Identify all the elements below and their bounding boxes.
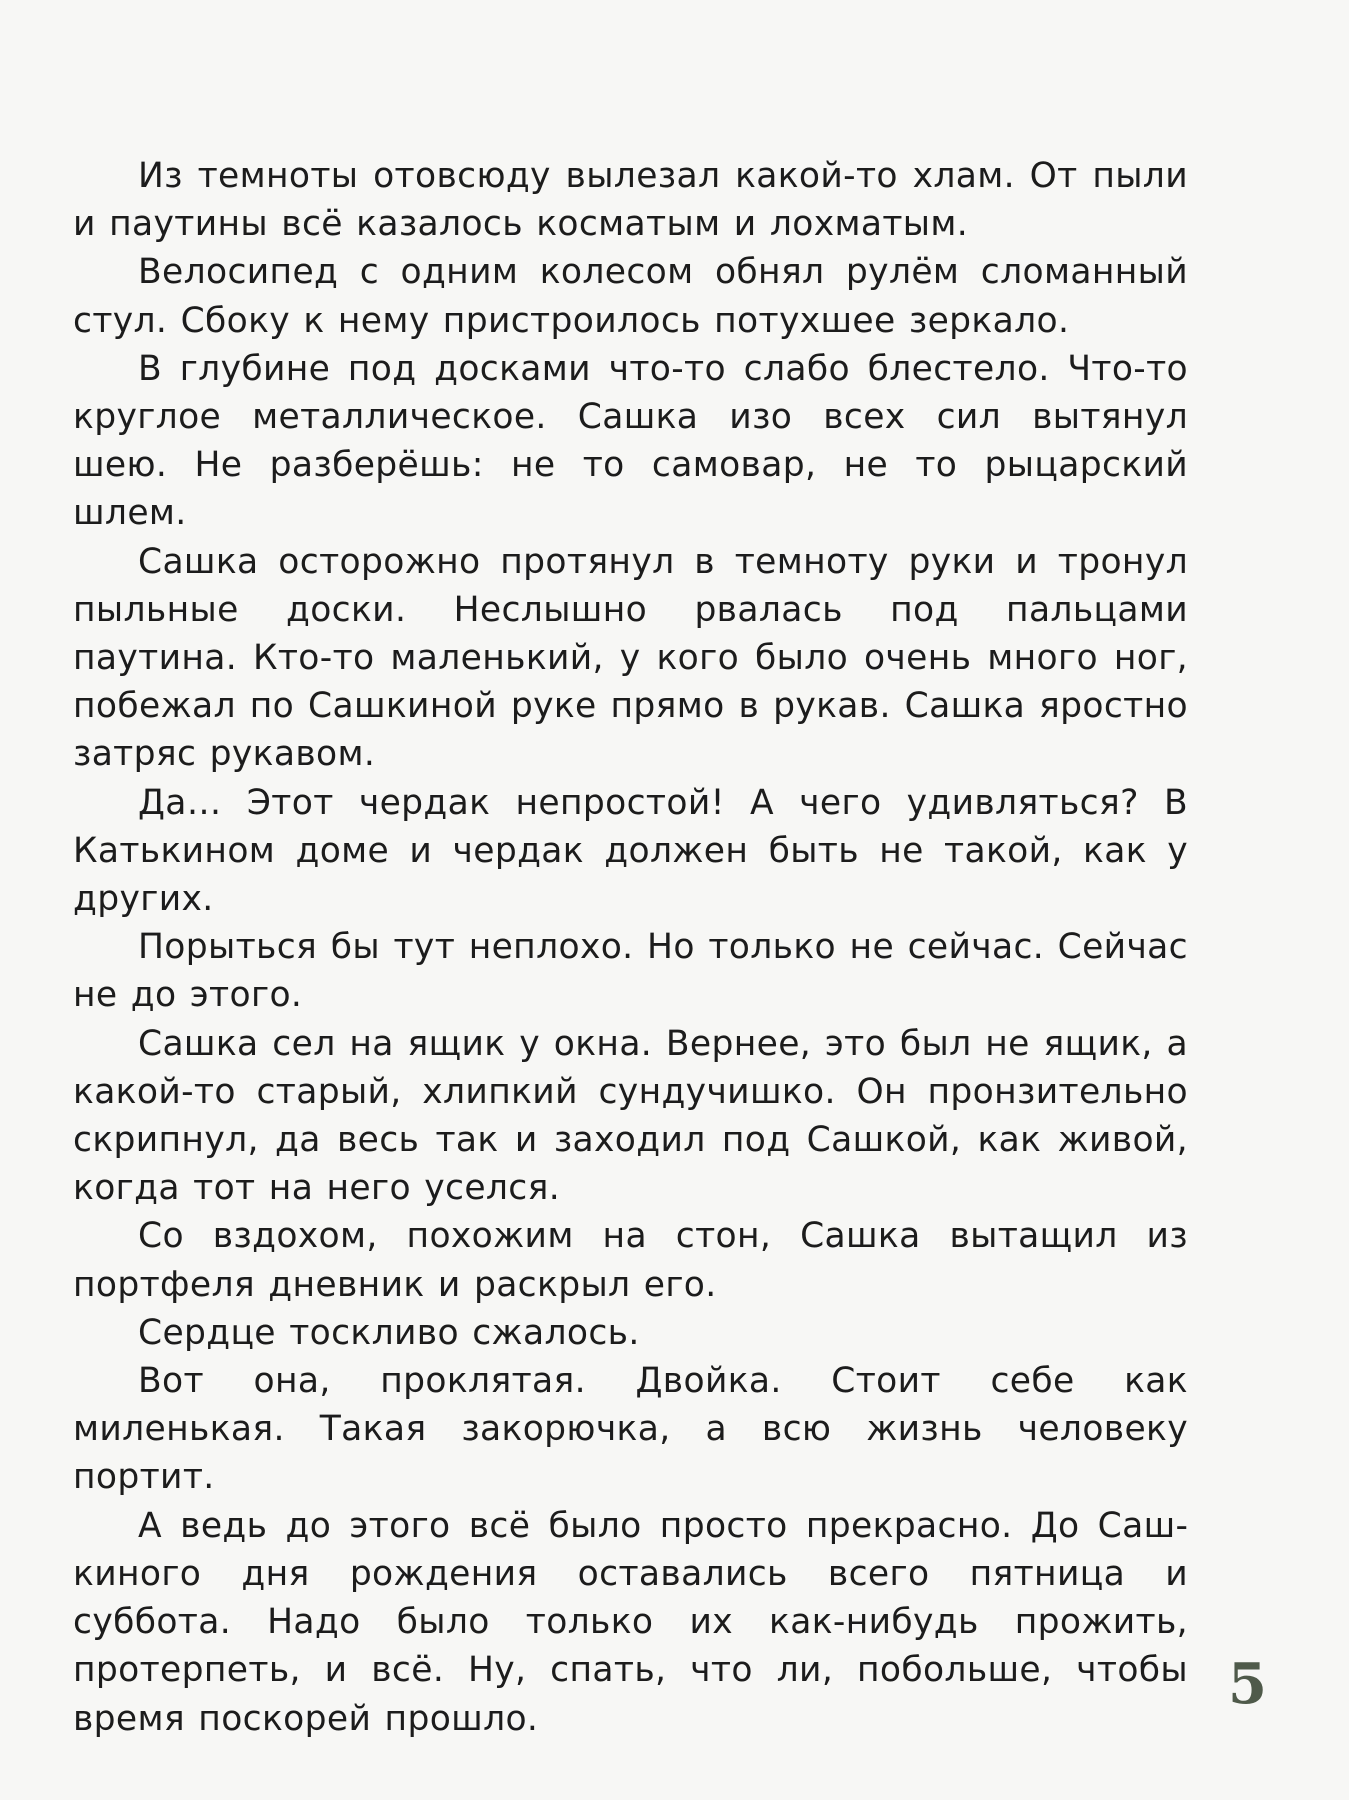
paragraph-11: А ведь до этого всё было просто прекрасно. До Сашкиного дня рождения оставались всего пятница и суббота. Надо было только их как-нибудь прожить, протерпеть, и всё. Ну, спать, что ли, побольше, чтобы время поскорей прошло.	[73, 1505, 1188, 1739]
paragraph-6: Порыться бы тут неплохо. Но только не сейчас. Сейчас не до этого.	[73, 927, 1188, 1016]
body-text	[73, 152, 1188, 1743]
page-number: 5	[1228, 1651, 1267, 1717]
paragraph-10: Вот она, проклятая. Двойка. Стоит себе как миленькая. Такая закорючка, а всю жизнь человеку портит.	[73, 1361, 1188, 1498]
paragraph-1: Из темноты отовсюду вылезал какой-то хлам. От пыли и паутины всё казалось косматым и лохматым.	[73, 156, 1188, 245]
paragraph-2: Велосипед с одним колесом обнял рулём сломанный стул. Сбоку к нему пристроилось потухшее зеркало.	[73, 252, 1188, 341]
paragraph-4: Сашка осторожно протянул в темноту руки и тронул пыльные доски. Неслышно рвалась под пальцами паутина. Кто-то маленький, у кого было очень много ног, побежал по Сашкиной руке прямо в рукав. Сашка яростно затряс рукавом.	[73, 541, 1188, 775]
paragraph-8: Со вздохом, похожим на стон, Сашка вытащил из портфеля дневник и раскрыл его.	[73, 1216, 1188, 1305]
paragraph-5: Да… Этот чердак непростой! А чего удивляться? В Катькином доме и чердак должен быть не такой, как у других.	[73, 782, 1188, 920]
paragraph-9: Сердце тоскливо сжалось.	[138, 1312, 640, 1353]
paragraph-7: Сашка сел на ящик у окна. Вернее, это был не ящик, а какой-то старый, хлипкий сундучишко. Он пронзительно скрипнул, да весь так и заходил под Сашкой, как живой, когда тот на него уселся.	[73, 1023, 1188, 1209]
paragraph-3: В глубине под досками что-то слабо блестело. Что-то круглое металлическое. Сашка изо всех сил вытянул шею. Не разберёшь: не то самовар, не то рыцарский шлем.	[73, 348, 1188, 534]
